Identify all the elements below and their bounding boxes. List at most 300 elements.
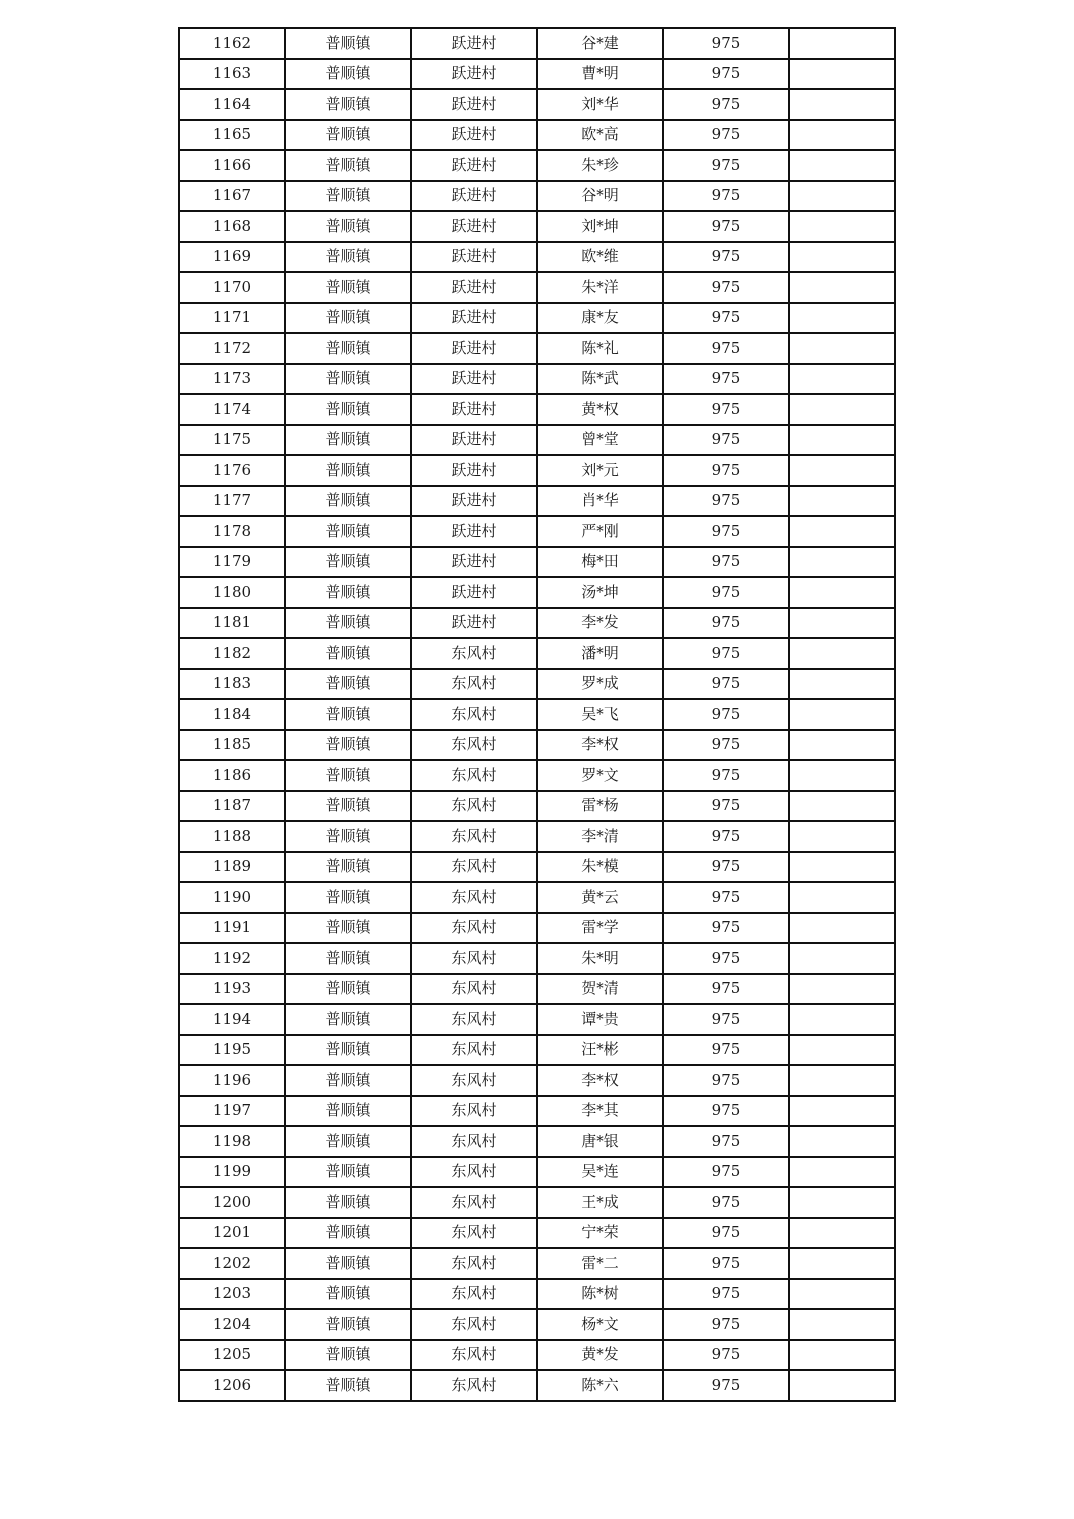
name-cell: 黄*权 — [537, 394, 663, 425]
name-cell: 陈*六 — [537, 1370, 663, 1401]
name-cell: 曹*明 — [537, 59, 663, 90]
table-row — [179, 59, 895, 90]
row-number-cell: 1191 — [179, 913, 285, 944]
row-number-cell: 1173 — [179, 364, 285, 395]
town-cell: 普顺镇 — [285, 791, 411, 822]
amount-cell: 975 — [663, 455, 789, 486]
town-cell: 普顺镇 — [285, 577, 411, 608]
table-row — [179, 608, 895, 639]
town-cell: 普顺镇 — [285, 821, 411, 852]
town-cell: 普顺镇 — [285, 1187, 411, 1218]
amount-cell: 975 — [663, 303, 789, 334]
village-cell: 跃进村 — [411, 364, 537, 395]
village-cell: 跃进村 — [411, 486, 537, 517]
row-number-cell: 1206 — [179, 1370, 285, 1401]
table-row — [179, 1218, 895, 1249]
village-cell: 东风村 — [411, 1065, 537, 1096]
town-cell: 普顺镇 — [285, 608, 411, 639]
name-cell: 李*权 — [537, 1065, 663, 1096]
amount-cell: 975 — [663, 1370, 789, 1401]
village-cell: 跃进村 — [411, 120, 537, 151]
table-row — [179, 1096, 895, 1127]
table-row — [179, 638, 895, 669]
town-cell: 普顺镇 — [285, 1279, 411, 1310]
village-cell: 东风村 — [411, 1187, 537, 1218]
amount-cell: 975 — [663, 791, 789, 822]
amount-cell: 975 — [663, 1248, 789, 1279]
note-cell — [789, 1340, 895, 1371]
town-cell: 普顺镇 — [285, 638, 411, 669]
village-cell: 东风村 — [411, 1279, 537, 1310]
row-number-cell: 1184 — [179, 699, 285, 730]
amount-cell: 975 — [663, 821, 789, 852]
amount-cell: 975 — [663, 1157, 789, 1188]
table-row — [179, 1187, 895, 1218]
name-cell: 陈*树 — [537, 1279, 663, 1310]
note-cell — [789, 699, 895, 730]
note-cell — [789, 608, 895, 639]
table-row — [179, 150, 895, 181]
table-row — [179, 1157, 895, 1188]
row-number-cell: 1190 — [179, 882, 285, 913]
row-number-cell: 1188 — [179, 821, 285, 852]
name-cell: 宁*荣 — [537, 1218, 663, 1249]
amount-cell: 975 — [663, 577, 789, 608]
note-cell — [789, 272, 895, 303]
amount-cell: 975 — [663, 211, 789, 242]
name-cell: 吴*飞 — [537, 699, 663, 730]
note-cell — [789, 516, 895, 547]
amount-cell: 975 — [663, 608, 789, 639]
table-row — [179, 486, 895, 517]
town-cell: 普顺镇 — [285, 272, 411, 303]
row-number-cell: 1167 — [179, 181, 285, 212]
row-number-cell: 1196 — [179, 1065, 285, 1096]
row-number-cell: 1175 — [179, 425, 285, 456]
town-cell: 普顺镇 — [285, 1340, 411, 1371]
town-cell: 普顺镇 — [285, 1126, 411, 1157]
note-cell — [789, 638, 895, 669]
town-cell: 普顺镇 — [285, 1065, 411, 1096]
table-row — [179, 303, 895, 334]
town-cell: 普顺镇 — [285, 1157, 411, 1188]
amount-cell: 975 — [663, 669, 789, 700]
row-number-cell: 1171 — [179, 303, 285, 334]
town-cell: 普顺镇 — [285, 89, 411, 120]
table-row — [179, 913, 895, 944]
table-row — [179, 1035, 895, 1066]
table-row — [179, 882, 895, 913]
town-cell: 普顺镇 — [285, 1035, 411, 1066]
name-cell: 曾*堂 — [537, 425, 663, 456]
name-cell: 陈*武 — [537, 364, 663, 395]
note-cell — [789, 28, 895, 59]
town-cell: 普顺镇 — [285, 120, 411, 151]
village-cell: 东风村 — [411, 1004, 537, 1035]
table-row — [179, 89, 895, 120]
town-cell: 普顺镇 — [285, 1004, 411, 1035]
village-cell: 跃进村 — [411, 455, 537, 486]
amount-cell: 975 — [663, 120, 789, 151]
note-cell — [789, 120, 895, 151]
town-cell: 普顺镇 — [285, 425, 411, 456]
amount-cell: 975 — [663, 913, 789, 944]
table-row — [179, 28, 895, 59]
row-number-cell: 1162 — [179, 28, 285, 59]
note-cell — [789, 1309, 895, 1340]
amount-cell: 975 — [663, 364, 789, 395]
note-cell — [789, 730, 895, 761]
village-cell: 东风村 — [411, 1340, 537, 1371]
town-cell: 普顺镇 — [285, 1096, 411, 1127]
village-cell: 跃进村 — [411, 59, 537, 90]
note-cell — [789, 882, 895, 913]
village-cell: 跃进村 — [411, 242, 537, 273]
amount-cell: 975 — [663, 1340, 789, 1371]
amount-cell: 975 — [663, 242, 789, 273]
table-row — [179, 730, 895, 761]
village-cell: 东风村 — [411, 852, 537, 883]
amount-cell: 975 — [663, 974, 789, 1005]
village-cell: 东风村 — [411, 943, 537, 974]
note-cell — [789, 821, 895, 852]
amount-cell: 975 — [663, 333, 789, 364]
row-number-cell: 1183 — [179, 669, 285, 700]
village-cell: 跃进村 — [411, 181, 537, 212]
table-row — [179, 547, 895, 578]
town-cell: 普顺镇 — [285, 333, 411, 364]
town-cell: 普顺镇 — [285, 364, 411, 395]
note-cell — [789, 211, 895, 242]
name-cell: 吴*连 — [537, 1157, 663, 1188]
subsidy-roster-table — [178, 27, 896, 1402]
table-row — [179, 699, 895, 730]
village-cell: 跃进村 — [411, 272, 537, 303]
town-cell: 普顺镇 — [285, 516, 411, 547]
note-cell — [789, 425, 895, 456]
row-number-cell: 1200 — [179, 1187, 285, 1218]
row-number-cell: 1187 — [179, 791, 285, 822]
village-cell: 东风村 — [411, 760, 537, 791]
table-row — [179, 791, 895, 822]
row-number-cell: 1189 — [179, 852, 285, 883]
note-cell — [789, 943, 895, 974]
amount-cell: 975 — [663, 394, 789, 425]
town-cell: 普顺镇 — [285, 242, 411, 273]
note-cell — [789, 59, 895, 90]
town-cell: 普顺镇 — [285, 852, 411, 883]
name-cell: 雷*二 — [537, 1248, 663, 1279]
village-cell: 东风村 — [411, 1035, 537, 1066]
name-cell: 李*发 — [537, 608, 663, 639]
row-number-cell: 1170 — [179, 272, 285, 303]
village-cell: 东风村 — [411, 1218, 537, 1249]
note-cell — [789, 394, 895, 425]
table-row — [179, 333, 895, 364]
row-number-cell: 1194 — [179, 1004, 285, 1035]
village-cell: 跃进村 — [411, 211, 537, 242]
amount-cell: 975 — [663, 1218, 789, 1249]
row-number-cell: 1185 — [179, 730, 285, 761]
row-number-cell: 1172 — [179, 333, 285, 364]
amount-cell: 975 — [663, 852, 789, 883]
note-cell — [789, 333, 895, 364]
table-row — [179, 1004, 895, 1035]
note-cell — [789, 1096, 895, 1127]
village-cell: 东风村 — [411, 974, 537, 1005]
row-number-cell: 1177 — [179, 486, 285, 517]
town-cell: 普顺镇 — [285, 974, 411, 1005]
village-cell: 东风村 — [411, 882, 537, 913]
note-cell — [789, 1370, 895, 1401]
name-cell: 黄*云 — [537, 882, 663, 913]
note-cell — [789, 547, 895, 578]
note-cell — [789, 791, 895, 822]
amount-cell: 975 — [663, 150, 789, 181]
town-cell: 普顺镇 — [285, 760, 411, 791]
row-number-cell: 1201 — [179, 1218, 285, 1249]
note-cell — [789, 669, 895, 700]
town-cell: 普顺镇 — [285, 1309, 411, 1340]
table-row — [179, 821, 895, 852]
name-cell: 梅*田 — [537, 547, 663, 578]
name-cell: 严*刚 — [537, 516, 663, 547]
name-cell: 贺*清 — [537, 974, 663, 1005]
amount-cell: 975 — [663, 1279, 789, 1310]
note-cell — [789, 89, 895, 120]
table-row — [179, 943, 895, 974]
table-row — [179, 577, 895, 608]
town-cell: 普顺镇 — [285, 943, 411, 974]
note-cell — [789, 1279, 895, 1310]
note-cell — [789, 1126, 895, 1157]
row-number-cell: 1198 — [179, 1126, 285, 1157]
name-cell: 谭*贵 — [537, 1004, 663, 1035]
name-cell: 雷*杨 — [537, 791, 663, 822]
table-row — [179, 669, 895, 700]
row-number-cell: 1169 — [179, 242, 285, 273]
amount-cell: 975 — [663, 181, 789, 212]
row-number-cell: 1164 — [179, 89, 285, 120]
village-cell: 东风村 — [411, 1370, 537, 1401]
village-cell: 东风村 — [411, 638, 537, 669]
amount-cell: 975 — [663, 486, 789, 517]
amount-cell: 975 — [663, 272, 789, 303]
amount-cell: 975 — [663, 547, 789, 578]
row-number-cell: 1180 — [179, 577, 285, 608]
village-cell: 跃进村 — [411, 577, 537, 608]
name-cell: 刘*华 — [537, 89, 663, 120]
name-cell: 雷*学 — [537, 913, 663, 944]
row-number-cell: 1166 — [179, 150, 285, 181]
note-cell — [789, 913, 895, 944]
name-cell: 杨*文 — [537, 1309, 663, 1340]
table-row — [179, 272, 895, 303]
town-cell: 普顺镇 — [285, 28, 411, 59]
name-cell: 唐*银 — [537, 1126, 663, 1157]
amount-cell: 975 — [663, 943, 789, 974]
amount-cell: 975 — [663, 59, 789, 90]
village-cell: 东风村 — [411, 730, 537, 761]
name-cell: 朱*珍 — [537, 150, 663, 181]
note-cell — [789, 577, 895, 608]
note-cell — [789, 1248, 895, 1279]
name-cell: 罗*成 — [537, 669, 663, 700]
amount-cell: 975 — [663, 1187, 789, 1218]
row-number-cell: 1202 — [179, 1248, 285, 1279]
table-row — [179, 852, 895, 883]
name-cell: 谷*建 — [537, 28, 663, 59]
note-cell — [789, 150, 895, 181]
village-cell: 跃进村 — [411, 333, 537, 364]
row-number-cell: 1165 — [179, 120, 285, 151]
amount-cell: 975 — [663, 638, 789, 669]
name-cell: 汪*彬 — [537, 1035, 663, 1066]
row-number-cell: 1182 — [179, 638, 285, 669]
town-cell: 普顺镇 — [285, 211, 411, 242]
name-cell: 朱*模 — [537, 852, 663, 883]
table-row — [179, 516, 895, 547]
town-cell: 普顺镇 — [285, 59, 411, 90]
name-cell: 李*其 — [537, 1096, 663, 1127]
town-cell: 普顺镇 — [285, 181, 411, 212]
village-cell: 跃进村 — [411, 425, 537, 456]
amount-cell: 975 — [663, 730, 789, 761]
amount-cell: 975 — [663, 425, 789, 456]
town-cell: 普顺镇 — [285, 486, 411, 517]
table-row — [179, 1248, 895, 1279]
name-cell: 汤*坤 — [537, 577, 663, 608]
town-cell: 普顺镇 — [285, 882, 411, 913]
village-cell: 东风村 — [411, 1309, 537, 1340]
row-number-cell: 1186 — [179, 760, 285, 791]
table-row — [179, 455, 895, 486]
table-body — [179, 28, 895, 1401]
village-cell: 东风村 — [411, 1157, 537, 1188]
village-cell: 东风村 — [411, 1126, 537, 1157]
village-cell: 跃进村 — [411, 608, 537, 639]
amount-cell: 975 — [663, 1065, 789, 1096]
amount-cell: 975 — [663, 1035, 789, 1066]
town-cell: 普顺镇 — [285, 699, 411, 730]
table-row — [179, 181, 895, 212]
note-cell — [789, 181, 895, 212]
table-row — [179, 760, 895, 791]
town-cell: 普顺镇 — [285, 1218, 411, 1249]
table-row — [179, 425, 895, 456]
amount-cell: 975 — [663, 1309, 789, 1340]
note-cell — [789, 852, 895, 883]
village-cell: 跃进村 — [411, 150, 537, 181]
village-cell: 跃进村 — [411, 394, 537, 425]
row-number-cell: 1163 — [179, 59, 285, 90]
town-cell: 普顺镇 — [285, 455, 411, 486]
amount-cell: 975 — [663, 1126, 789, 1157]
table-row — [179, 120, 895, 151]
village-cell: 东风村 — [411, 791, 537, 822]
amount-cell: 975 — [663, 1004, 789, 1035]
note-cell — [789, 303, 895, 334]
name-cell: 谷*明 — [537, 181, 663, 212]
row-number-cell: 1181 — [179, 608, 285, 639]
name-cell: 朱*洋 — [537, 272, 663, 303]
subsidy-roster-table-container — [178, 27, 894, 1402]
name-cell: 刘*元 — [537, 455, 663, 486]
note-cell — [789, 1004, 895, 1035]
town-cell: 普顺镇 — [285, 394, 411, 425]
town-cell: 普顺镇 — [285, 303, 411, 334]
row-number-cell: 1195 — [179, 1035, 285, 1066]
town-cell: 普顺镇 — [285, 669, 411, 700]
note-cell — [789, 974, 895, 1005]
name-cell: 欧*高 — [537, 120, 663, 151]
note-cell — [789, 1218, 895, 1249]
town-cell: 普顺镇 — [285, 730, 411, 761]
town-cell: 普顺镇 — [285, 1370, 411, 1401]
row-number-cell: 1205 — [179, 1340, 285, 1371]
table-row — [179, 974, 895, 1005]
row-number-cell: 1168 — [179, 211, 285, 242]
row-number-cell: 1193 — [179, 974, 285, 1005]
row-number-cell: 1203 — [179, 1279, 285, 1310]
name-cell: 刘*坤 — [537, 211, 663, 242]
town-cell: 普顺镇 — [285, 547, 411, 578]
village-cell: 东风村 — [411, 1096, 537, 1127]
village-cell: 东风村 — [411, 913, 537, 944]
row-number-cell: 1192 — [179, 943, 285, 974]
name-cell: 李*清 — [537, 821, 663, 852]
town-cell: 普顺镇 — [285, 1248, 411, 1279]
name-cell: 黄*发 — [537, 1340, 663, 1371]
note-cell — [789, 760, 895, 791]
row-number-cell: 1179 — [179, 547, 285, 578]
name-cell: 陈*礼 — [537, 333, 663, 364]
amount-cell: 975 — [663, 516, 789, 547]
village-cell: 跃进村 — [411, 547, 537, 578]
row-number-cell: 1204 — [179, 1309, 285, 1340]
row-number-cell: 1176 — [179, 455, 285, 486]
village-cell: 东风村 — [411, 1248, 537, 1279]
village-cell: 东风村 — [411, 669, 537, 700]
row-number-cell: 1199 — [179, 1157, 285, 1188]
table-row — [179, 1309, 895, 1340]
amount-cell: 975 — [663, 699, 789, 730]
row-number-cell: 1197 — [179, 1096, 285, 1127]
village-cell: 跃进村 — [411, 516, 537, 547]
row-number-cell: 1178 — [179, 516, 285, 547]
village-cell: 跃进村 — [411, 303, 537, 334]
note-cell — [789, 1065, 895, 1096]
note-cell — [789, 1035, 895, 1066]
town-cell: 普顺镇 — [285, 913, 411, 944]
amount-cell: 975 — [663, 760, 789, 791]
village-cell: 东风村 — [411, 699, 537, 730]
table-row — [179, 1370, 895, 1401]
town-cell: 普顺镇 — [285, 150, 411, 181]
note-cell — [789, 1187, 895, 1218]
note-cell — [789, 1157, 895, 1188]
village-cell: 东风村 — [411, 821, 537, 852]
name-cell: 王*成 — [537, 1187, 663, 1218]
name-cell: 罗*文 — [537, 760, 663, 791]
table-row — [179, 1340, 895, 1371]
table-row — [179, 1126, 895, 1157]
amount-cell: 975 — [663, 28, 789, 59]
table-row — [179, 364, 895, 395]
note-cell — [789, 486, 895, 517]
amount-cell: 975 — [663, 89, 789, 120]
amount-cell: 975 — [663, 882, 789, 913]
